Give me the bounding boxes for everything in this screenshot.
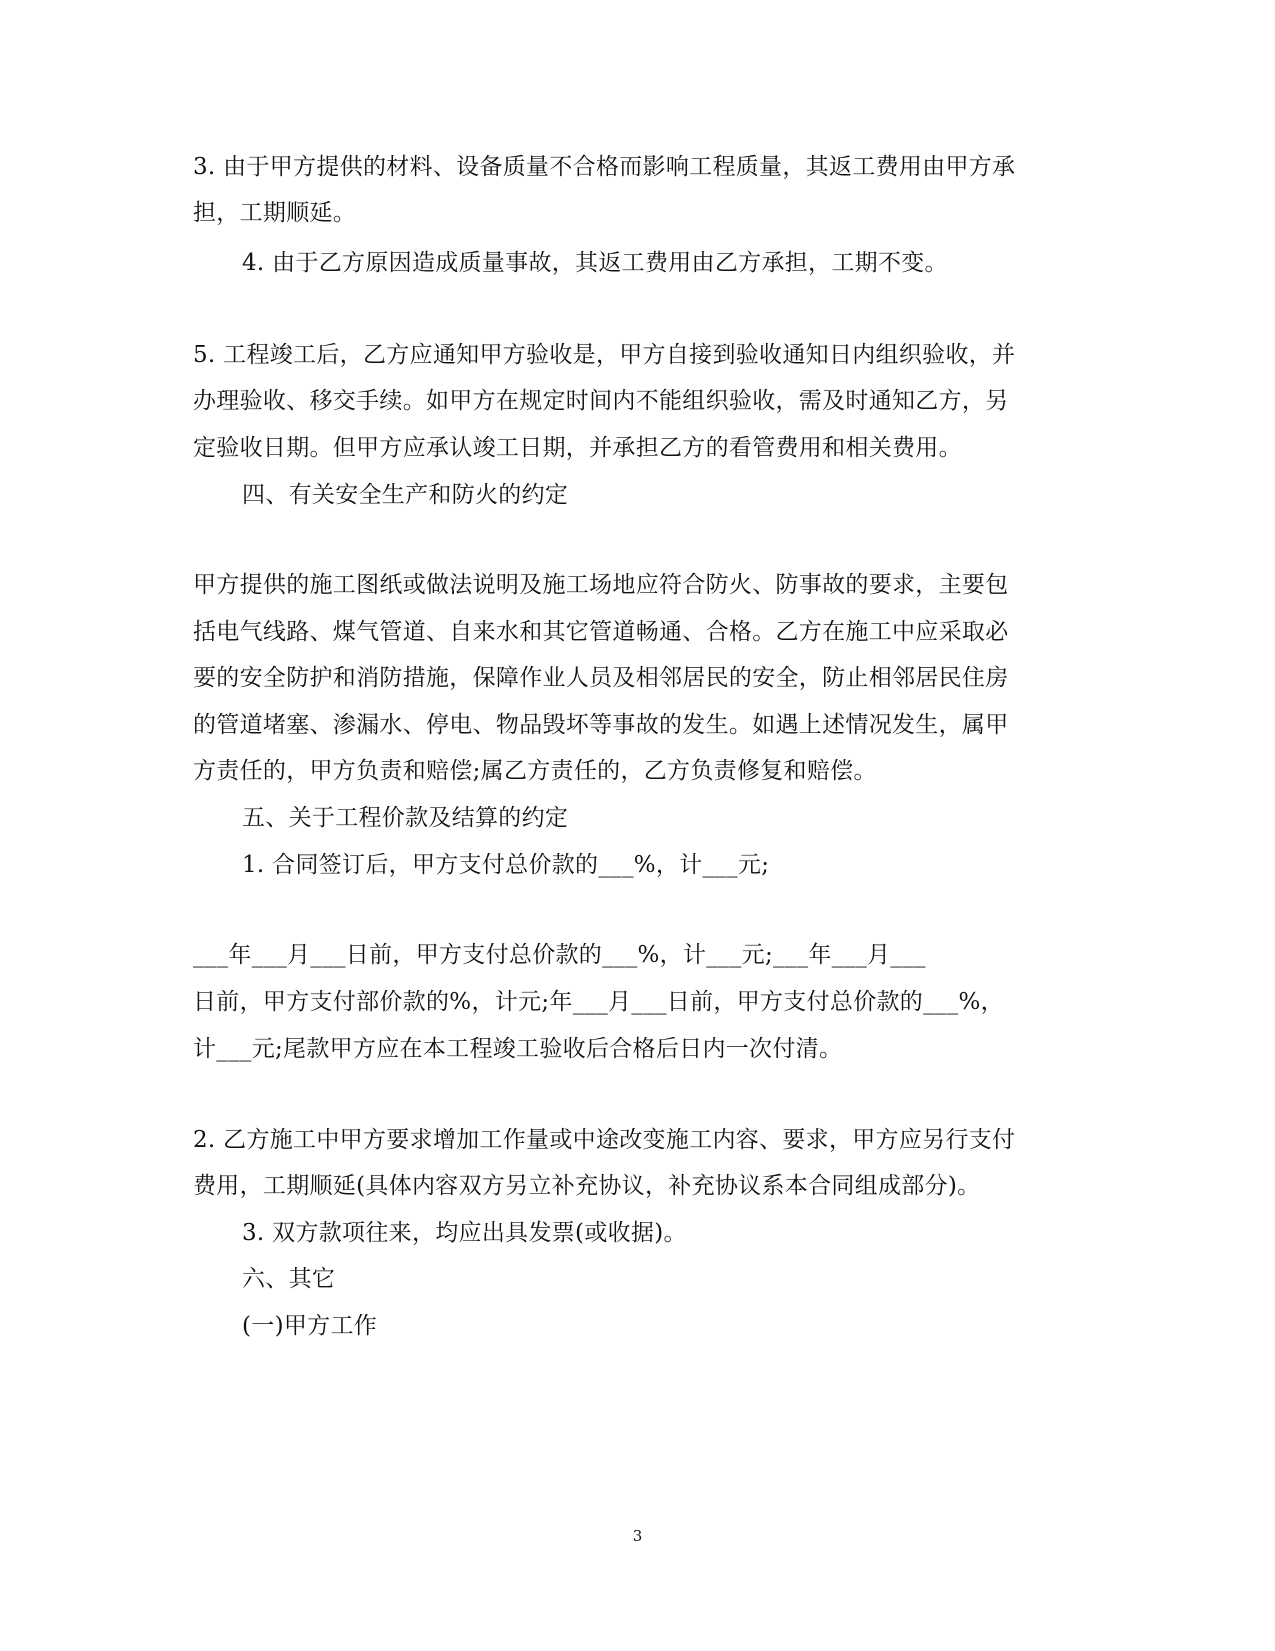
- page-number: 3: [632, 1527, 643, 1545]
- payment-clause-3: 3. 双方款项往来，均应出具发票(或收据)。: [242, 1220, 687, 1246]
- safety-paragraph-line-4: 的管道堵塞、渗漏水、停电、物品毁坏等事故的发生。如遇上述情况发生，属甲: [193, 712, 1009, 738]
- payment-clause-2-line-2: 费用，工期顺延(具体内容双方另立补充协议，补充协议系本合同组成部分)。: [193, 1173, 981, 1199]
- safety-paragraph-line-3: 要的安全防护和消防措施，保障作业人员及相邻居民的安全，防止相邻居民住房: [193, 665, 1009, 691]
- section-6-heading: 六、其它: [242, 1266, 336, 1292]
- clause-3-line-2: 担，工期顺延。: [193, 200, 357, 226]
- payment-schedule-line-2: 日前，甲方支付部价款的%，计元;年___月___日前，甲方支付总价款的___%，: [193, 989, 1004, 1015]
- clause-5-line-1: 5. 工程竣工后，乙方应通知甲方验收是，甲方自接到验收通知日内组织验收，并: [193, 342, 1016, 368]
- clause-3-line-1: 3. 由于甲方提供的材料、设备质量不合格而影响工程质量，其返工费用由甲方承: [193, 154, 1016, 180]
- safety-paragraph-line-1: 甲方提供的施工图纸或做法说明及施工场地应符合防火、防事故的要求，主要包: [193, 572, 1009, 598]
- payment-clause-2-line-1: 2. 乙方施工中甲方要求增加工作量或中途改变施工内容、要求，甲方应另行支付: [193, 1127, 1016, 1153]
- safety-paragraph-line-5: 方责任的，甲方负责和赔偿;属乙方责任的，乙方负责修复和赔偿。: [193, 758, 877, 784]
- safety-paragraph-line-2: 括电气线路、煤气管道、自来水和其它管道畅通、合格。乙方在施工中应采取必: [193, 619, 1009, 645]
- clause-4: 4. 由于乙方原因造成质量事故，其返工费用由乙方承担，工期不变。: [242, 250, 948, 276]
- clause-5-line-2: 办理验收、移交手续。如甲方在规定时间内不能组织验收，需及时通知乙方，另: [193, 388, 1009, 414]
- payment-schedule-line-3: 计___元;尾款甲方应在本工程竣工验收后合格后日内一次付清。: [193, 1036, 843, 1062]
- section-4-heading: 四、有关安全生产和防火的约定: [242, 482, 569, 508]
- payment-clause-1: 1. 合同签订后，甲方支付总价款的___%，计___元;: [242, 852, 770, 878]
- subsection-party-a-work: (一)甲方工作: [242, 1313, 378, 1339]
- clause-5-line-3: 定验收日期。但甲方应承认竣工日期，并承担乙方的看管费用和相关费用。: [193, 435, 962, 461]
- payment-schedule-line-1: ___年___月___日前，甲方支付总价款的___%，计___元;___年___月___: [193, 942, 926, 968]
- section-5-heading: 五、关于工程价款及结算的约定: [242, 805, 569, 831]
